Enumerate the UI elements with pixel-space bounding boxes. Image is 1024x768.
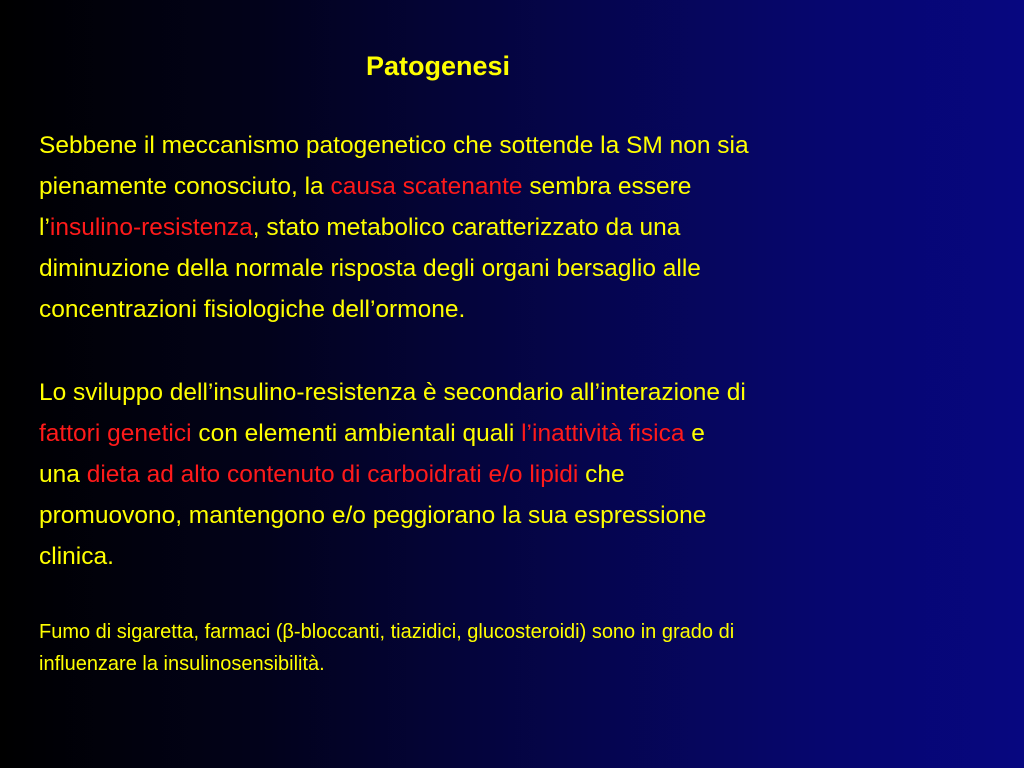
text-line [39,125,984,166]
text-line [39,536,984,577]
text-segment: una [39,461,87,488]
text-segment: pienamente conosciuto, la [39,173,331,200]
text-line [39,495,984,536]
highlight-inattivita-fisica: l’inattività fisica [521,420,685,447]
text-segment: influenzare la insulinosensibilità. [39,653,325,675]
text-segment: sembra essere [522,173,692,200]
text-line [39,166,984,207]
paragraph-insulin-resistance-factors [39,372,984,577]
text-segment: promuovono, mantengono e/o peggiorano la sua espressione [39,502,707,529]
text-line [39,372,984,413]
text-segment: concentrazioni fisiologiche dell’ormone. [39,296,466,323]
text-segment: Lo sviluppo dell’insulino-resistenza è secondario all’interazione di [39,379,746,406]
text-segment: con elementi ambientali quali [191,420,522,447]
highlight-causa-scatenante: causa scatenante [330,173,523,200]
text-segment: e [684,420,705,447]
text-segment: Fumo di sigaretta, farmaci (β-bloccanti, tiazidici, glucosteroidi) sono in grado di [39,621,735,643]
text-segment: Sebbene il meccanismo patogenetico che sottende la SM non sia [39,132,749,159]
text-line [39,616,984,648]
text-segment: clinica. [39,543,114,570]
text-segment: che [578,461,625,488]
text-line [39,454,984,495]
text-line [39,207,984,248]
text-segment: , stato metabolico caratterizzato da una [252,214,681,241]
text-segment: diminuzione della normale risposta degli organi bersaglio alle [39,255,701,282]
text-line [39,248,984,289]
text-line [39,648,984,680]
highlight-fattori-genetici: fattori genetici [39,420,192,447]
paragraph-other-factors [39,616,984,680]
slide-title: Patogenesi [365,51,511,81]
text-segment: l’ [39,214,50,241]
paragraph-pathogenesis-intro [39,125,984,330]
text-line [39,413,984,454]
text-line [39,289,984,330]
highlight-insulino-resistenza: insulino-resistenza [49,214,253,241]
highlight-dieta: dieta ad alto contenuto di carboidrati e/o lipidi [86,461,579,488]
